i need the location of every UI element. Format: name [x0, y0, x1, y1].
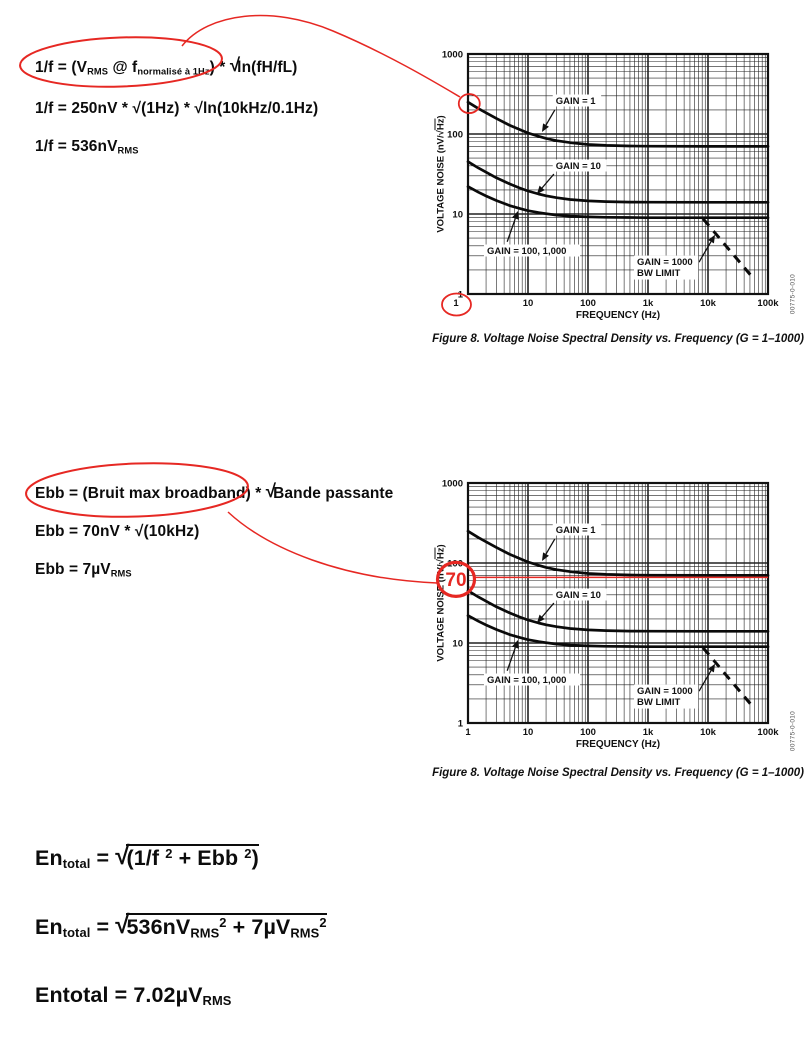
x-tick-label: 10k	[700, 298, 716, 309]
figure-caption: Figure 8. Voltage Noise Spectral Density vs. Frequency (G = 1–1000)	[432, 767, 804, 779]
y-tick-label: 1	[457, 718, 463, 730]
noise-curve	[468, 591, 768, 632]
formula-text: En	[35, 915, 63, 940]
gain-label: GAIN = 100, 1,000	[486, 675, 567, 687]
gain-label: GAIN = 1000	[637, 257, 693, 269]
formula-text: ln(fH/fL)	[237, 59, 298, 76]
gain-label: GAIN = 10	[555, 590, 601, 602]
formula-line	[35, 521, 393, 543]
annotation-arrow-line	[546, 539, 555, 554]
formula-text: 1/f = 536nV	[35, 138, 118, 156]
formula-text: =	[90, 846, 116, 870]
formula-line	[35, 55, 318, 82]
sqrt-overline	[126, 913, 326, 940]
gain-label: GAIN = 1	[555, 96, 596, 108]
subscript: RMS	[202, 993, 232, 1009]
y-axis-title: VOLTAGE NOISE (nV/√Hz)	[435, 115, 447, 233]
x-tick-label: 1	[465, 727, 471, 738]
x-tick-label: 10k	[700, 727, 716, 738]
x-axis-title: FREQUENCY (Hz)	[575, 310, 661, 321]
bw-limit-dashed-line	[703, 648, 755, 709]
x-tick-label: 10	[522, 727, 534, 738]
x-tick-label: 100	[580, 727, 596, 738]
x-tick-label: 1k	[642, 727, 654, 738]
figure-caption: Figure 8. Voltage Noise Spectral Density vs. Frequency (G = 1–1000)	[432, 333, 804, 345]
annotation-arrow-head	[542, 552, 549, 561]
formula-text: )	[251, 846, 259, 870]
formula-text: Ebb = 70nV * √(10kHz)	[35, 523, 200, 540]
superscript: 2	[165, 845, 173, 861]
subscript: RMS	[110, 568, 132, 579]
x-tick-label: 100k	[757, 298, 779, 309]
voltage-noise-chart-top	[430, 38, 806, 330]
formula-line	[35, 911, 327, 948]
annotation-arrow-head	[708, 235, 715, 244]
formula-text: @ f	[108, 59, 138, 76]
x-tick-label: 1k	[642, 298, 654, 309]
subscript: RMS	[87, 66, 109, 77]
formula-text: 1/f = 250nV * √(1Hz) * √ln(10kHz/0.1Hz)	[35, 100, 319, 118]
superscript: 2	[244, 845, 252, 861]
figure-code: 00775-0-010	[789, 273, 797, 315]
formula-text: (1/f	[126, 846, 166, 870]
gain-label: BW LIMIT	[637, 697, 681, 709]
y-axis-title: VOLTAGE NOISE (nV/√Hz)	[435, 544, 447, 662]
formula-text: Entotal = 7.02µV	[35, 983, 203, 1008]
gain-label: BW LIMIT	[637, 268, 681, 280]
gain-label: GAIN = 1000	[637, 686, 693, 698]
formula-line	[35, 980, 327, 1016]
formula-text: ) *	[209, 59, 230, 76]
red-level-label: 70	[445, 569, 467, 591]
y-tick-label: 100	[447, 129, 463, 141]
formula-text: + 7µV	[226, 915, 291, 940]
formula-text: =	[90, 915, 116, 940]
y-tick-label: 1000	[441, 478, 463, 490]
formula-text: Ebb = (Bruit max broadband) *	[35, 485, 266, 502]
formula-block-broadband-noise	[35, 481, 393, 600]
sqrt-overline	[126, 844, 258, 870]
formula-line	[35, 481, 393, 505]
x-tick-label: 100	[580, 298, 596, 309]
radical-sign: √	[115, 911, 130, 940]
formula-line	[35, 842, 327, 879]
formula-line	[35, 98, 318, 120]
noise-curve	[468, 531, 768, 575]
radical-sign: √	[115, 842, 130, 870]
formula-text: + Ebb	[172, 846, 245, 870]
figure-code: 00775-0-010	[789, 710, 797, 752]
gain-label: GAIN = 1	[555, 525, 596, 537]
plot-border	[468, 54, 768, 294]
annotation-arrow-head	[708, 664, 715, 673]
subscript: RMS	[290, 925, 320, 941]
noise-curve	[468, 102, 768, 146]
radical-sign: √	[265, 480, 277, 501]
plot-border	[468, 483, 768, 723]
formula-line	[35, 136, 318, 161]
x-tick-label: 10	[522, 298, 534, 309]
x-axis-title: FREQUENCY (Hz)	[575, 739, 661, 750]
formula-line	[35, 559, 393, 584]
subscript: RMS	[190, 925, 220, 941]
y-tick-label: 1000	[441, 49, 463, 61]
subscript: normalisé à 1Hz	[137, 66, 210, 77]
formula-text: 1/f = (V	[35, 59, 88, 76]
annotation-arrow-head	[542, 123, 549, 132]
subscript: RMS	[117, 145, 139, 156]
gain-label: GAIN = 10	[555, 161, 601, 173]
radical-sign: √	[229, 54, 241, 75]
y-tick-label: 100	[447, 558, 463, 570]
subscript: total	[62, 925, 91, 941]
formula-text: Bande passante	[273, 485, 394, 502]
formula-text: En	[35, 846, 63, 870]
x-tick-label: 100k	[757, 727, 779, 738]
y-tick-label: 1	[457, 289, 463, 301]
superscript: 2	[219, 915, 227, 931]
y-tick-label: 10	[452, 638, 463, 650]
y-tick-label: 10	[452, 209, 463, 221]
superscript: 2	[319, 915, 327, 931]
formula-text: Ebb = 7µV	[35, 561, 111, 578]
noise-curve	[468, 162, 768, 203]
annotation-arrow-head	[512, 640, 518, 649]
bw-limit-dashed-line	[703, 219, 755, 280]
subscript: total	[62, 856, 91, 872]
annotation-arrow-line	[546, 110, 555, 125]
formula-block-1f-noise	[35, 55, 318, 178]
formula-text: 536nV	[126, 915, 191, 940]
formula-block-total-noise	[35, 842, 327, 1049]
annotation-arrow-head	[512, 211, 518, 220]
x-tick-label: 1	[453, 298, 459, 309]
gain-label: GAIN = 100, 1,000	[486, 246, 567, 258]
voltage-noise-chart-bottom	[430, 467, 806, 759]
